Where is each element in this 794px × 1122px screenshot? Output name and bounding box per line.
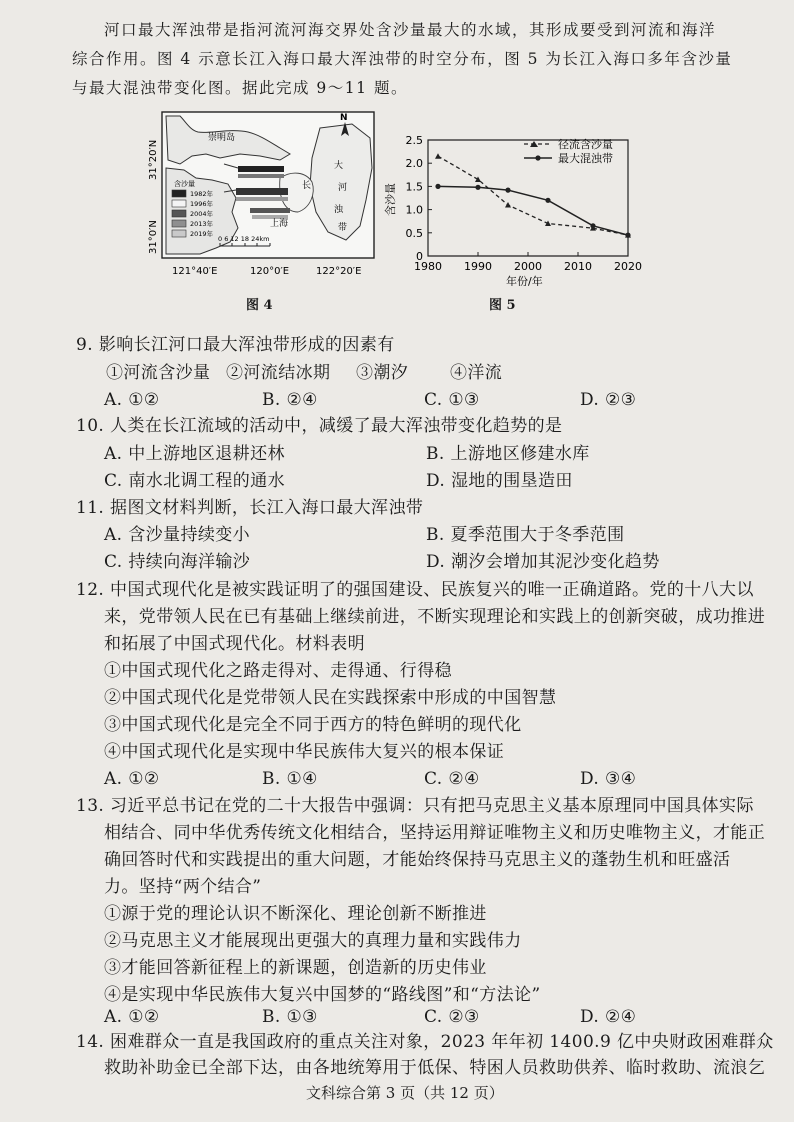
figure4-caption: 图 4	[246, 298, 273, 313]
legend-swatch-1982	[172, 190, 186, 197]
q12-stem-line-1: 12. 中国式现代化是被实践证明了的强国建设、民族复兴的唯一正确道路。党的十八大以	[76, 580, 754, 600]
q13-item-4: ④是实现中华民族伟大复兴中国梦的“路线图”和“方法论”	[104, 985, 541, 1005]
q10-option-d[interactable]: D. 湿地的围垦造田	[426, 471, 573, 491]
lat-label-1: 31°20′N	[148, 139, 159, 180]
q12-item-4: ④中国式现代化是实现中华民族伟大复兴的根本保证	[104, 742, 505, 762]
label-shanghai: 上海	[270, 219, 289, 229]
legend-swatch-1996	[172, 200, 186, 207]
q12-item-2: ②中国式现代化是党带领人民在实践探索中形成的中国智慧	[104, 688, 557, 708]
label-chongming: 崇明岛	[208, 133, 236, 143]
x-tick-label: 2000	[514, 260, 542, 273]
legend-label-1982: 1982年	[190, 190, 214, 198]
x-tick-label: 1980	[414, 260, 442, 273]
q13-item-3: ③才能回答新征程上的新课题，创造新的历史伟业	[104, 958, 487, 978]
q10-option-c[interactable]: C. 南水北调工程的通水	[104, 471, 286, 491]
q12-stem-line-3: 和拓展了中国式现代化。材料表明	[104, 634, 365, 654]
chart-xlabel: 年份/年	[506, 275, 543, 286]
figure4-map	[120, 108, 380, 298]
q13-option-d[interactable]: D. ②④	[580, 1007, 637, 1027]
legend-label-2019: 2019年	[190, 230, 214, 238]
lon-label-2: 120°0′E	[250, 266, 290, 277]
q13-item-1: ①源于党的理论认识不断深化、理论创新不断推进	[104, 904, 487, 924]
figure5-chart	[372, 128, 642, 286]
q13-item-2: ②马克思主义才能展现出更强大的真理力量和实践伟力	[104, 931, 522, 951]
data-point-turbidity	[625, 233, 630, 238]
lon-label-3: 122°20′E	[316, 266, 362, 277]
intro-line-3: 与最大混浊带变化图。据此完成 9～11 题。	[72, 79, 408, 97]
y-tick-label: 1.0	[405, 203, 423, 217]
q11-option-b[interactable]: B. 夏季范围大于冬季范围	[426, 525, 625, 545]
lon-label-1: 121°40′E	[172, 266, 218, 277]
legend-label-turbidity: 最大混浊带	[558, 152, 613, 165]
q9-option-d[interactable]: D. ②③	[580, 390, 637, 410]
label-he: 河	[338, 183, 348, 193]
lat-label-2: 31°0′N	[148, 220, 159, 254]
q12-item-1: ①中国式现代化之路走得对、走得通、行得稳	[104, 661, 452, 681]
legend-swatch-2019	[172, 230, 186, 237]
x-tick-label: 2020	[614, 260, 642, 273]
q14-stem-line-2: 救助补助金已全部下达，由各地统筹用于低保、特困人员救助供养、临时救助、流浪乞	[104, 1058, 766, 1078]
y-tick-label: 2.5	[405, 134, 423, 147]
data-point-runoff	[475, 176, 481, 182]
q13-stem-line-4: 力。坚持“两个结合”	[104, 877, 262, 897]
q9-option-b[interactable]: B. ②④	[262, 390, 318, 410]
label-chang: 长	[302, 181, 312, 191]
data-point-turbidity	[435, 184, 440, 189]
q12-stem-line-2: 来，党带领人民在已有基础上继续前进，不断实现理论和实践上的创新突破，成功推进	[104, 607, 766, 627]
q9-item-2: ②河流结冰期	[226, 363, 331, 383]
scale-label: 0 6 12 18 24km	[218, 235, 270, 243]
q13-option-c[interactable]: C. ②③	[424, 1007, 480, 1027]
x-tick-label: 2010	[564, 260, 592, 273]
label-dai: 带	[338, 223, 348, 233]
q13-stem-line-1: 13. 习近平总书记在党的二十大报告中强调：只有把马克思主义基本原理同中国具体实际	[76, 796, 754, 816]
q12-option-c[interactable]: C. ②④	[424, 769, 480, 789]
legend-title: 含沙量	[174, 180, 195, 188]
north-label: N	[340, 113, 348, 123]
data-point-turbidity	[505, 188, 510, 193]
legend-label-runoff: 径流含沙量	[558, 138, 613, 151]
q12-item-3: ③中国式现代化是完全不同于西方的特色鲜明的现代化	[104, 715, 522, 735]
legend-label-2013: 2013年	[190, 220, 214, 228]
data-point-turbidity	[545, 198, 550, 203]
legend-marker-turbidity	[535, 155, 540, 160]
y-tick-label: 0.5	[405, 226, 423, 240]
q9-stem: 9. 影响长江河口最大浑浊带形成的因素有	[76, 335, 395, 355]
q13-stem-line-2: 相结合、同中华优秀传统文化相结合，坚持运用辩证唯物主义和历史唯物主义，才能正	[104, 823, 766, 843]
label-zhuo: 浊	[334, 205, 344, 215]
q14-stem-line-1: 14. 困难群众一直是我国政府的重点关注对象，2023 年年初 1400.9 亿中央财政困难群众	[76, 1032, 774, 1052]
q13-option-b[interactable]: B. ①③	[262, 1007, 318, 1027]
q11-stem: 11. 据图文材料判断，长江入海口最大浑浊带	[76, 498, 424, 518]
q10-option-a[interactable]: A. 中上游地区退耕还林	[104, 444, 285, 464]
series-line-runoff-sediment	[438, 156, 628, 235]
legend	[172, 189, 214, 238]
q10-stem: 10. 人类在长江流域的活动中，减缓了最大浑浊带变化趋势的是	[76, 416, 563, 436]
q11-option-a[interactable]: A. 含沙量持续变小	[104, 525, 251, 545]
legend-label-1996: 1996年	[190, 200, 214, 208]
data-point-runoff	[545, 221, 551, 227]
q9-item-4: ④洋流	[450, 363, 503, 383]
intro-line-1: 河口最大浑浊带是指河流河海交界处含沙量最大的水域，其形成要受到河流和海洋	[104, 21, 717, 39]
label-da: 大	[334, 161, 344, 171]
q10-option-b[interactable]: B. 上游地区修建水库	[426, 444, 590, 464]
q9-option-a[interactable]: A. ①②	[104, 390, 160, 410]
data-point-runoff	[435, 153, 441, 159]
page-footer: 文科综合第 3 页（共 12 页）	[306, 1084, 504, 1102]
q13-option-a[interactable]: A. ①②	[104, 1007, 160, 1027]
data-point-runoff	[505, 202, 511, 208]
q13-stem-line-3: 确回答时代和实践提出的重大问题，才能始终保持马克思主义的蓬勃生机和旺盛活	[104, 850, 731, 870]
chart-legend	[524, 137, 613, 165]
q9-item-3: ③潮汐	[356, 363, 409, 383]
y-tick-label: 1.5	[405, 180, 423, 194]
q11-option-d[interactable]: D. 潮汐会增加其泥沙变化趋势	[426, 552, 660, 572]
x-tick-label: 1990	[464, 260, 492, 273]
legend-swatch-2013	[172, 220, 186, 227]
chart-ylabel: 含沙量	[384, 183, 397, 216]
series-line-max-turbidity	[438, 186, 628, 235]
y-tick-label: 0	[416, 250, 423, 263]
data-point-turbidity	[590, 223, 595, 228]
q12-option-d[interactable]: D. ③④	[580, 769, 637, 789]
y-tick-label: 2.0	[405, 157, 423, 171]
q11-option-c[interactable]: C. 持续向海洋输沙	[104, 552, 251, 572]
figure5-caption: 图 5	[489, 298, 516, 313]
intro-line-2: 综合作用。图 4 示意长江入海口最大浑浊带的时空分布，图 5 为长江入海口多年含沙量	[72, 50, 733, 68]
data-point-turbidity	[475, 185, 480, 190]
legend-swatch-2004	[172, 210, 186, 217]
legend-label-2004: 2004年	[190, 210, 214, 218]
q12-option-b[interactable]: B. ①④	[262, 769, 318, 789]
q9-item-1: ①河流含沙量	[106, 363, 211, 383]
q9-option-c[interactable]: C. ①③	[424, 390, 480, 410]
q12-option-a[interactable]: A. ①②	[104, 769, 160, 789]
